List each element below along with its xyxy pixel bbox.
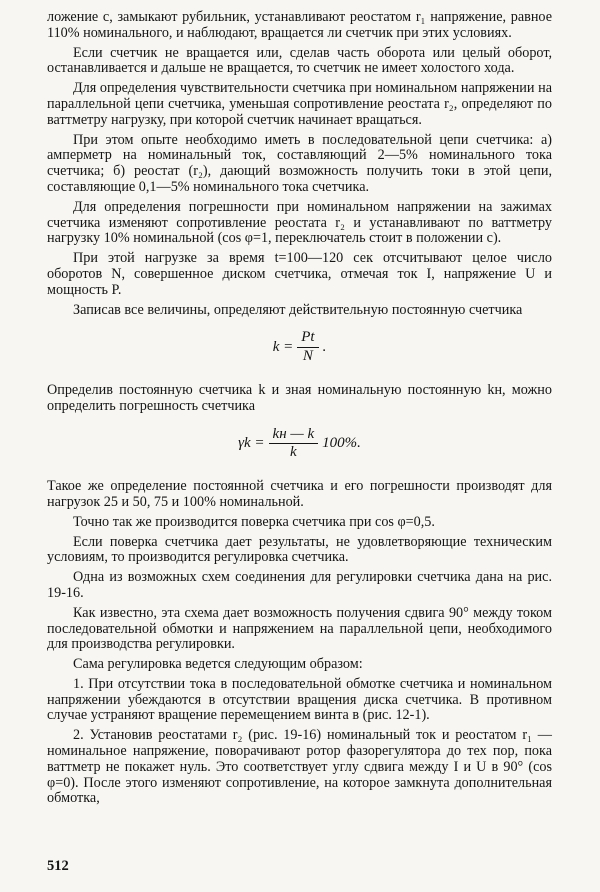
paragraph-14: Сама регулировка ведется следующим образом:: [73, 656, 363, 673]
paragraph-6: При этой нагрузке за время t=100—120 сек отсчитывают целое число оборотов N, совершенное диском счетчика, отмечая ток I, напряжение U и мощность P.: [47, 250, 552, 298]
paragraph-10: Точно так же производится поверка счетчика при cos φ=0,5.: [73, 513, 435, 530]
paragraph-16: 2. Установив реостатами r₂ (рис. 19-16) номинальный ток и реостатом r₁ — номинальное напряжение, поворачивают ротор фазорегулятора до тех пор, пока ваттметр не покажет нуль. Это соответствует углу сдвига между I и U в 90° (cos φ=0). После этого изменяют сопротивление, на которое замкнута дополнительная обмотка,: [47, 727, 552, 807]
paragraph-8: Определив постоянную счетчика k и зная номинальную постоянную kн, можно определить погрешность счетчика: [47, 381, 552, 414]
formula-error-tail: 100%.: [322, 434, 361, 451]
paragraph-15: 1. При отсутствии тока в последовательной обмотке счетчика и номинальном напряжении убеждаются в отсутствии вращения диска счетчика. В противном случае устраняют вращение перемещением винта в (рис. 12-1).: [47, 675, 552, 724]
formula-error-lhs: γk =: [238, 434, 265, 451]
page-number: 512: [47, 858, 69, 874]
paragraph-3: Для определения чувствительности счетчика при номинальном напряжении на параллельной цепи счетчика, уменьшая сопротивление реостата r₂, определяют по ваттметру нагрузку, при которой счетчик начинает вращаться.: [47, 80, 552, 128]
paragraph-5: Для определения погрешности при номинальном напряжении на зажимах счетчика изменяют сопротивление реостата r₂ и устанавливают по ваттметру нагрузку 10% номинальной (cos φ=1, переключатель стоит в положении с).: [47, 198, 552, 247]
paragraph-4: При этом опыте необходимо иметь в последовательной цепи счетчика: а) амперметр на номинальный ток, составляющий 2—5% номинального тока счетчика; б) реостат (r₂), дающий возможность получить токи в этой цепи, составляющие 0,1—5% номинального тока счетчика.: [47, 131, 552, 195]
formula-error: [47, 427, 552, 462]
paragraph-7: Записав все величины, определяют действительную постоянную счетчика: [73, 301, 523, 318]
paragraph-1: ложение с, замыкают рубильник, устанавливают реостатом r₁ напряжение, равное 110% номинального, и наблюдают, вращается ли счетчик при этих условиях.: [47, 9, 552, 41]
paragraph-9: Такое же определение постоянной счетчика и его погрешности производят для нагрузок 25 и 50, 75 и 100% номинальной.: [47, 478, 552, 510]
formula-constant: [47, 330, 552, 365]
page-body: [47, 10, 552, 811]
paragraph-12: Одна из возможных схем соединения для регулировки счетчика дана на рис. 19-16.: [47, 569, 552, 601]
formula-error-denominator: k: [290, 444, 297, 461]
formula-constant-fraction: [297, 330, 318, 365]
formula-constant-lhs: k =: [272, 338, 294, 355]
paragraph-2: Если счетчик не вращается или, сделав часть оборота или целый оборот, останавливается и дальше не вращается, то счетчик не имеет холостого хода.: [47, 44, 552, 77]
formula-constant-tail: .: [322, 338, 327, 355]
formula-constant-denominator: N: [302, 348, 313, 365]
paragraph-13: Как известно, эта схема дает возможность получения сдвига 90° между током последовательной обмотки и напряжением на параллельной цепи, необходимого для производства регулировки.: [47, 604, 552, 653]
paragraph-11: Если поверка счетчика дает результаты, не удовлетворяющие техническим условиям, то производится регулировка счетчика.: [47, 533, 552, 566]
formula-error-fraction: [269, 427, 319, 462]
formula-error-numerator: kн — k: [269, 427, 319, 445]
formula-constant-numerator: Pt: [297, 330, 318, 348]
